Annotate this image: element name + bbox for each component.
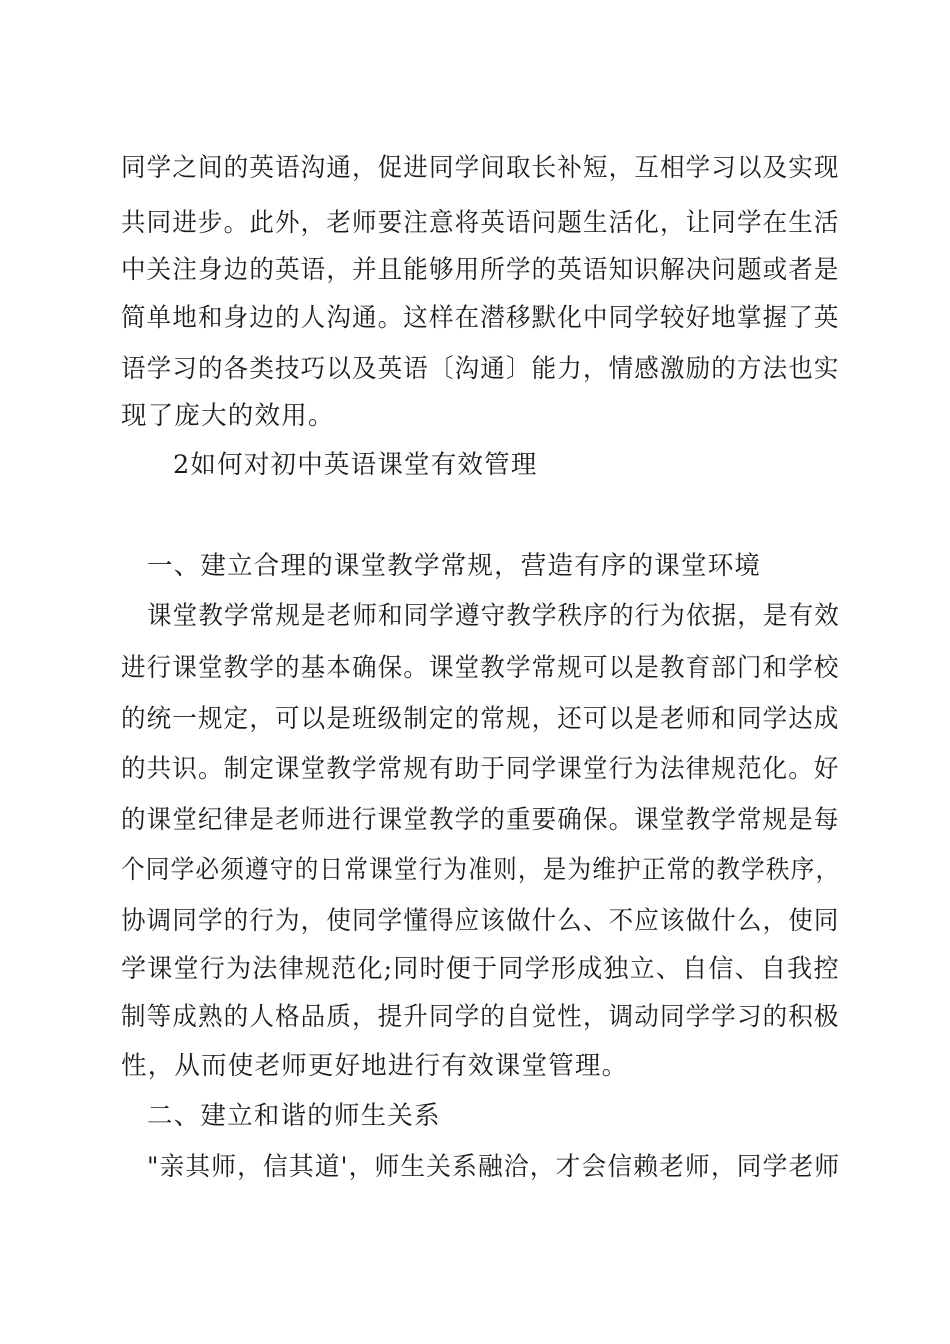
paragraph-line: 个同学必须遵守的日常课堂行为准则，是为维护正常的教学秩序， — [121, 855, 841, 885]
paragraph-line: 学课堂行为法律规范化;同时便于同学形成独立、自信、自我控 — [121, 954, 840, 984]
paragraph-line: 简单地和身边的人沟通。这样在潜移默化中同学较好地掌握了英 — [121, 303, 840, 333]
paragraph-line: 共同进步。此外，老师要注意将英语问题生活化，让同学在生活 — [121, 208, 840, 238]
paragraph-line: 现了庞大的效用。 — [121, 401, 335, 431]
paragraph-line: 语学习的各类技巧以及英语〔沟通〕能力，情感激励的方法也实 — [121, 354, 840, 384]
paragraph-line: 制等成熟的人格品质，提升同学的自觉性，调动同学学习的积极 — [121, 1002, 840, 1032]
paragraph-line: 课堂教学常规是老师和同学遵守教学秩序的行为依据，是有效 — [147, 601, 840, 631]
paragraph-line: 中关注身边的英语，并且能够用所学的英语知识解决问题或者是 — [121, 255, 840, 285]
paragraph-line: 同学之间的英语沟通，促进同学间取长补短，互相学习以及实现 — [121, 153, 840, 183]
paragraph-line: 的共识。制定课堂教学常规有助于同学课堂行为法律规范化。好 — [121, 754, 840, 784]
subsection-heading: 二、建立和谐的师生关系 — [147, 1101, 441, 1131]
paragraph-line: "亲其师，信其道'，师生关系融洽，才会信赖老师，同学老师 — [147, 1152, 841, 1182]
paragraph-line: 进行课堂教学的基本确保。课堂教学常规可以是教育部门和学校 — [121, 653, 840, 683]
paragraph-line: 的课堂纪律是老师进行课堂教学的重要确保。课堂教学常规是每 — [121, 805, 840, 835]
paragraph-line: 的统一规定，可以是班级制定的常规，还可以是老师和同学达成 — [121, 704, 840, 734]
subsection-heading: 一、建立合理的课堂教学常规，营造有序的课堂环境 — [147, 551, 762, 581]
paragraph-line: 性，从而使老师更好地进行有效课堂管理。 — [121, 1051, 629, 1081]
paragraph-line: 协调同学的行为，使同学懂得应该做什么、不应该做什么，使同 — [121, 906, 840, 936]
section-heading: 2如何对初中英语课堂有效管理 — [173, 450, 538, 480]
